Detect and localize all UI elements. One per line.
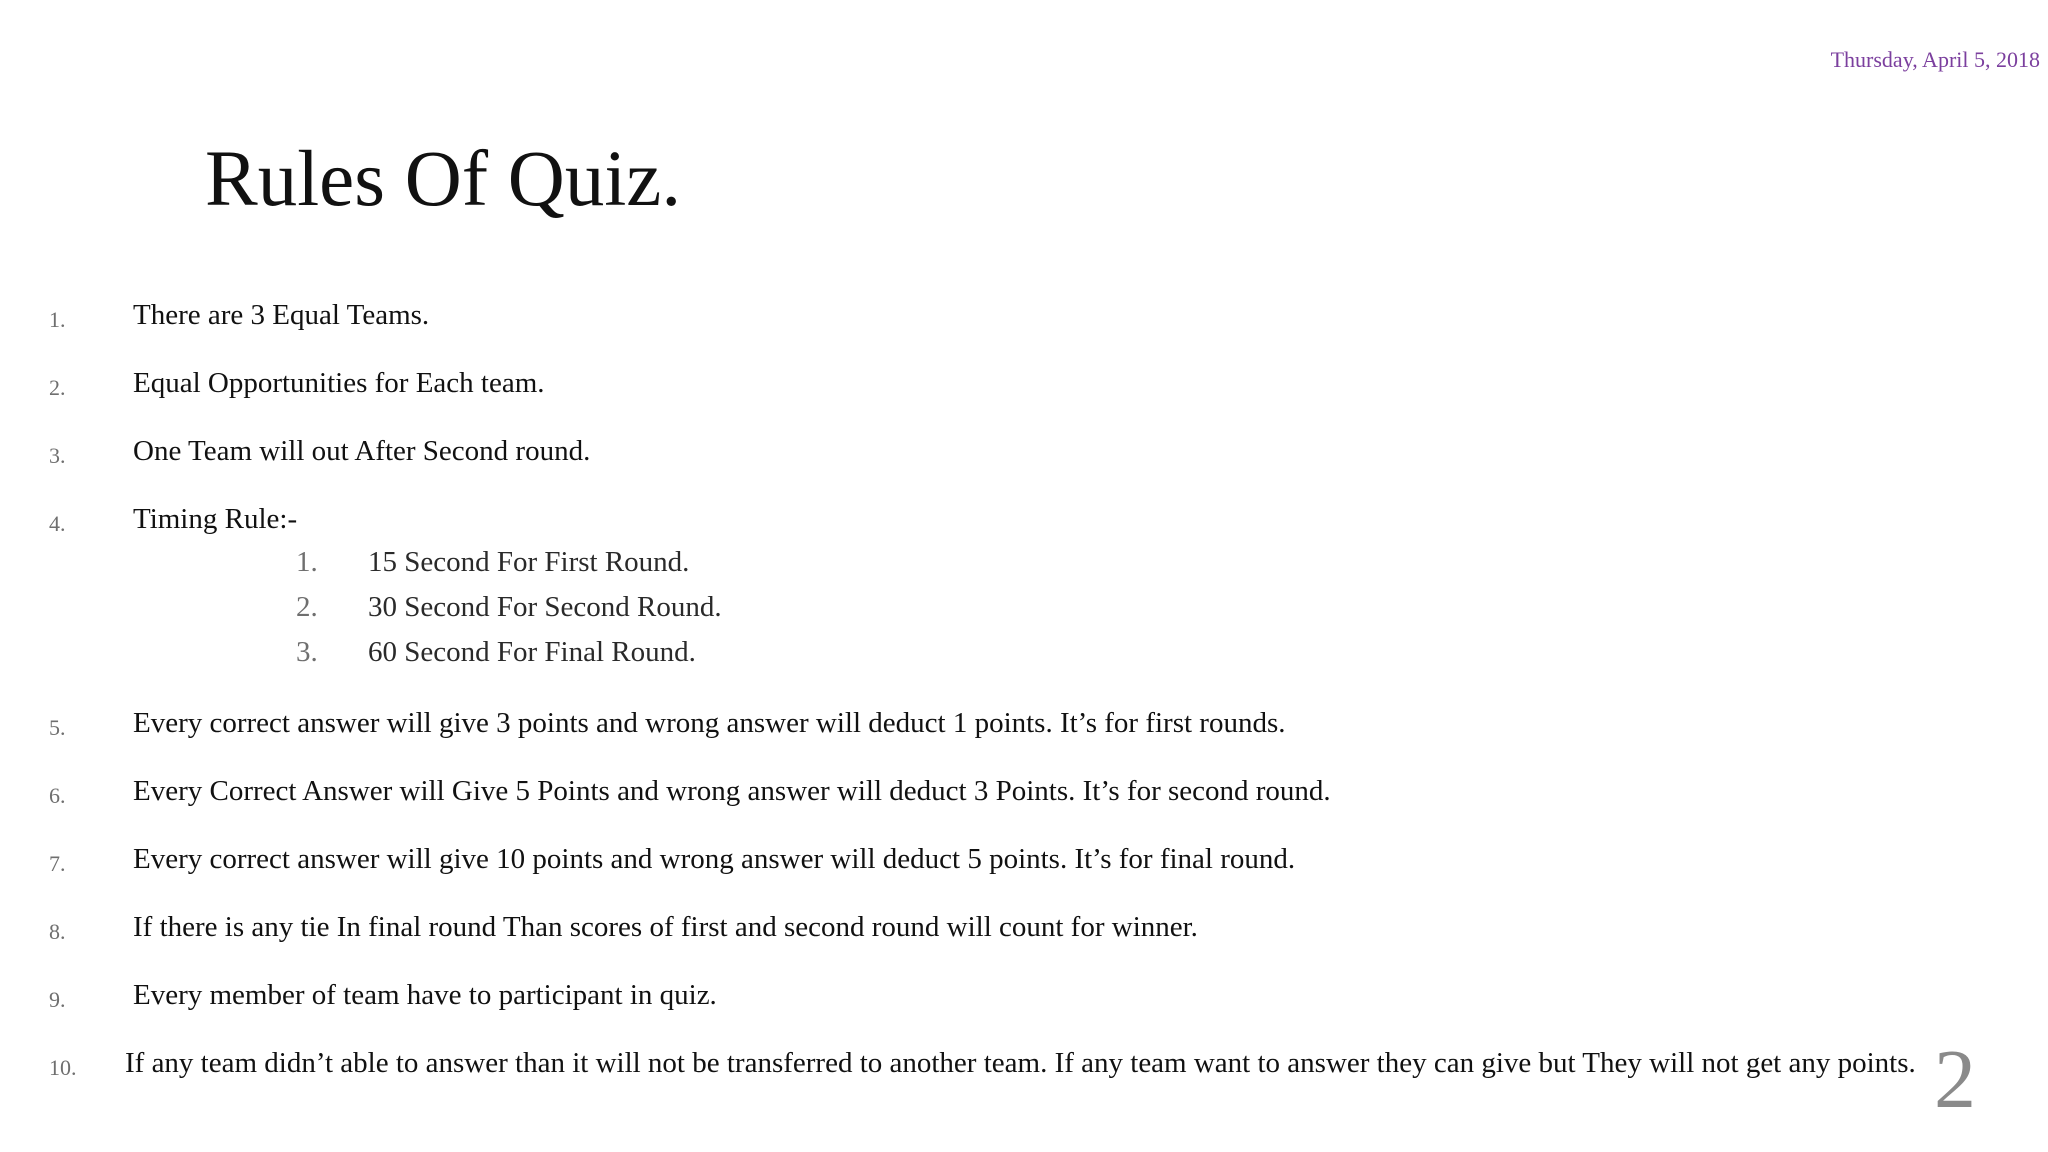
- rule-text: One Team will out After Second round.: [133, 435, 591, 467]
- rule-text: Every correct answer will give 10 points and wrong answer will deduct 5 points. It’s for final round.: [133, 843, 1296, 875]
- subrule-text: 60 Second For Final Round.: [368, 636, 696, 668]
- slide-date: Thursday, April 5, 2018: [1830, 47, 2040, 72]
- rule-number: 6.: [49, 783, 66, 808]
- rule-number: 10.: [49, 1055, 77, 1080]
- rule-text: There are 3 Equal Teams.: [133, 299, 430, 331]
- subrule-number: 3.: [296, 636, 318, 668]
- subrule-number: 2.: [296, 591, 318, 623]
- rule-number: 9.: [49, 987, 66, 1012]
- rule-number: 2.: [49, 375, 66, 400]
- rule-text: Timing Rule:-: [133, 503, 298, 535]
- rule-number: 8.: [49, 919, 66, 944]
- slide-page-number: 2: [1934, 1033, 1976, 1126]
- rule-text: Every Correct Answer will Give 5 Points and wrong answer will deduct 3 Points. It’s for second round.: [133, 775, 1331, 807]
- rule-text: If there is any tie In final round Than scores of first and second round will count for winner.: [133, 911, 1198, 943]
- rule-text: If any team didn’t able to answer than it will not be transferred to another team. If any team want to answer they can give but They will not get any points.: [125, 1047, 1916, 1079]
- subrule-text: 15 Second For First Round.: [368, 546, 690, 578]
- subrule-text: 30 Second For Second Round.: [368, 591, 722, 623]
- rule-number: 3.: [49, 443, 66, 468]
- rule-text: Every member of team have to participant in quiz.: [133, 979, 717, 1011]
- rule-text: Every correct answer will give 3 points and wrong answer will deduct 1 points. It’s for first rounds.: [133, 707, 1286, 739]
- rule-number: 4.: [49, 511, 66, 536]
- rule-number: 5.: [49, 715, 66, 740]
- rule-number: 1.: [49, 307, 66, 332]
- slide-title: Rules Of Quiz.: [205, 136, 682, 223]
- rule-number: 7.: [49, 851, 66, 876]
- rule-text: Equal Opportunities for Each team.: [133, 367, 545, 399]
- subrule-number: 1.: [296, 546, 318, 578]
